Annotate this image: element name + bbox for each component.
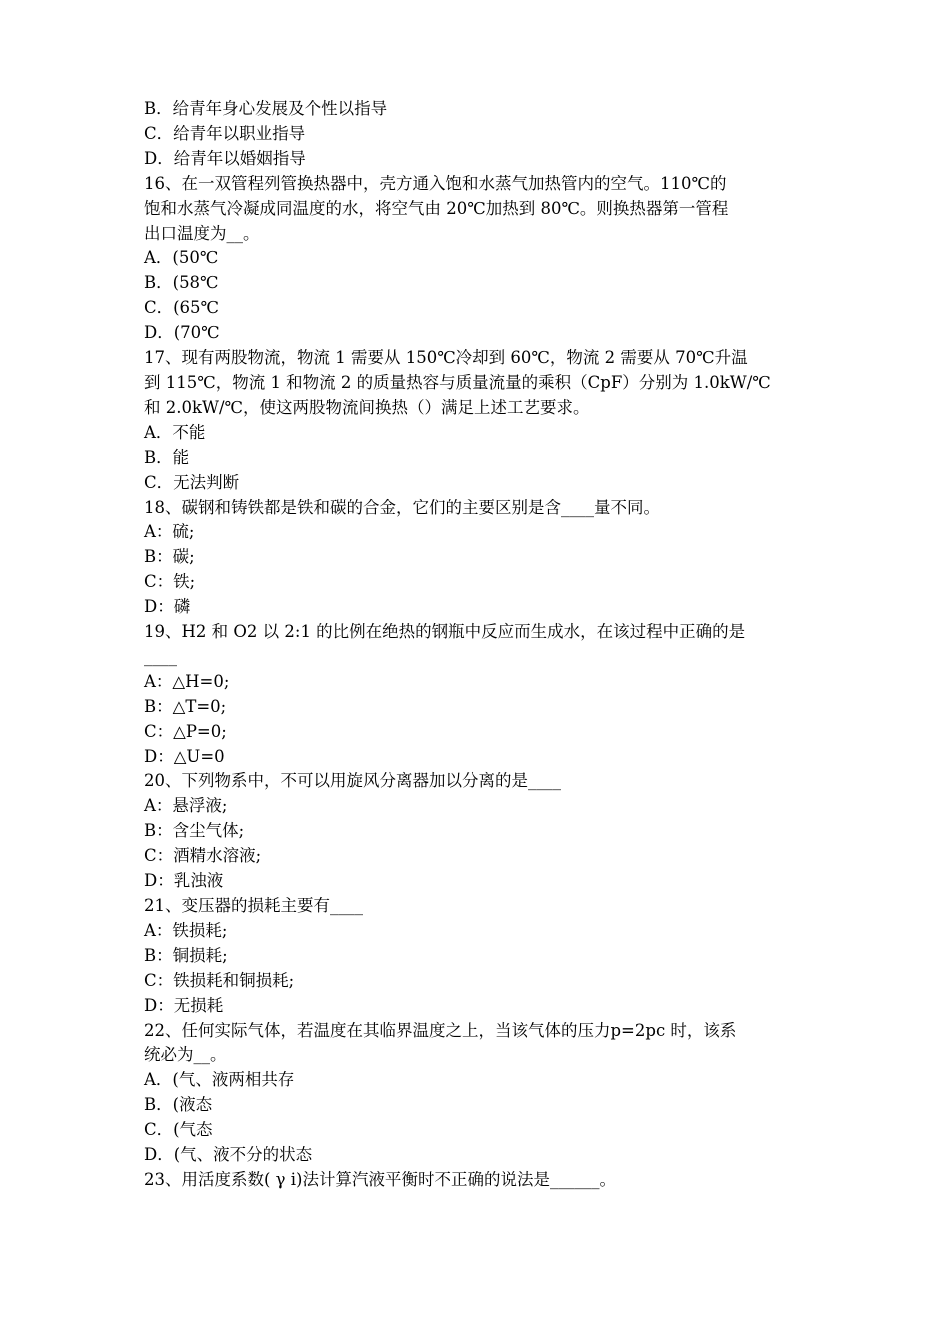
question-17-line-1: 17、现有两股物流，物流 1 需要从 150℃冷却到 60℃，物流 2 需要从 70℃升温	[144, 348, 748, 368]
option-line: A：悬浮液;	[144, 796, 228, 816]
option-line: C．无法判断	[144, 472, 240, 492]
option-line: A．不能	[144, 422, 206, 442]
option-line: C：△P=0;	[144, 721, 227, 741]
question-17-line-3: 和 2.0kW/℃，使这两股物流间换热（）满足上述工艺要求。	[144, 397, 590, 417]
option-line: D：乳浊液	[144, 871, 224, 891]
option-line: C．(65℃	[144, 298, 220, 318]
option-line: B．(58℃	[144, 273, 219, 293]
option-line: D．(70℃	[144, 323, 220, 343]
option-line: B：含尘气体;	[144, 821, 245, 841]
option-line: C．(气态	[144, 1120, 213, 1140]
option-line: B：铜损耗;	[144, 945, 228, 965]
option-line: B：△T=0;	[144, 696, 227, 716]
option-line: B．能	[144, 447, 190, 467]
question-17-line-2: 到 115℃，物流 1 和物流 2 的质量热容与质量流量的乘积（CpF）分别为 1.0kW/℃	[144, 372, 771, 392]
option-line: A：铁损耗;	[144, 920, 228, 940]
question-16-line-3: 出口温度为__。	[144, 223, 260, 243]
option-line: A．(气、液两相共存	[144, 1070, 295, 1090]
option-line: C：铁;	[144, 572, 196, 592]
option-line: D．给青年以婚姻指导	[144, 148, 306, 168]
option-line: B．(液态	[144, 1095, 213, 1115]
question-21: 21、变压器的损耗主要有____	[144, 896, 363, 915]
question-18: 18、碳钢和铸铁都是铁和碳的合金，它们的主要区别是含____量不同。	[144, 497, 660, 517]
option-line: A．(50℃	[144, 248, 219, 268]
option-line: D．(气、液不分的状态	[144, 1145, 313, 1165]
document-body	[144, 97, 810, 1193]
question-22-line-2: 统必为__。	[144, 1045, 227, 1065]
option-line: C：铁损耗和铜损耗;	[144, 970, 295, 990]
option-line: A：硫;	[144, 522, 195, 542]
option-line: A：△H=0;	[144, 671, 230, 691]
question-23: 23、用活度系数( γ i)法计算汽液平衡时不正确的说法是______。	[144, 1169, 616, 1189]
question-16-line-2: 饱和水蒸气冷凝成同温度的水，将空气由 20℃加热到 80℃。则换热器第一管程	[144, 198, 729, 218]
question-19-line-2: ____	[144, 646, 177, 666]
option-line: B．给青年身心发展及个性以指导	[144, 99, 388, 118]
option-line: D：无损耗	[144, 995, 224, 1015]
option-line: D：△U=0	[144, 746, 225, 766]
question-22-line-1: 22、任何实际气体，若温度在其临界温度之上，当该气体的压力p=2pc 时，该系	[144, 1020, 737, 1040]
question-19-line-1: 19、H2 和 O2 以 2:1 的比例在绝热的钢瓶中反应而生成水，在该过程中正确的是	[144, 622, 746, 642]
option-line: B：碳;	[144, 547, 195, 567]
option-line: C．给青年以职业指导	[144, 123, 306, 143]
option-line: C：酒精水溶液;	[144, 846, 262, 866]
question-16-line-1: 16、在一双管程列管换热器中，壳方通入饱和水蒸气加热管内的空气。110℃的	[144, 173, 727, 193]
question-20: 20、下列物系中，不可以用旋风分离器加以分离的是____	[144, 771, 561, 791]
option-line: D：磷	[144, 597, 191, 617]
